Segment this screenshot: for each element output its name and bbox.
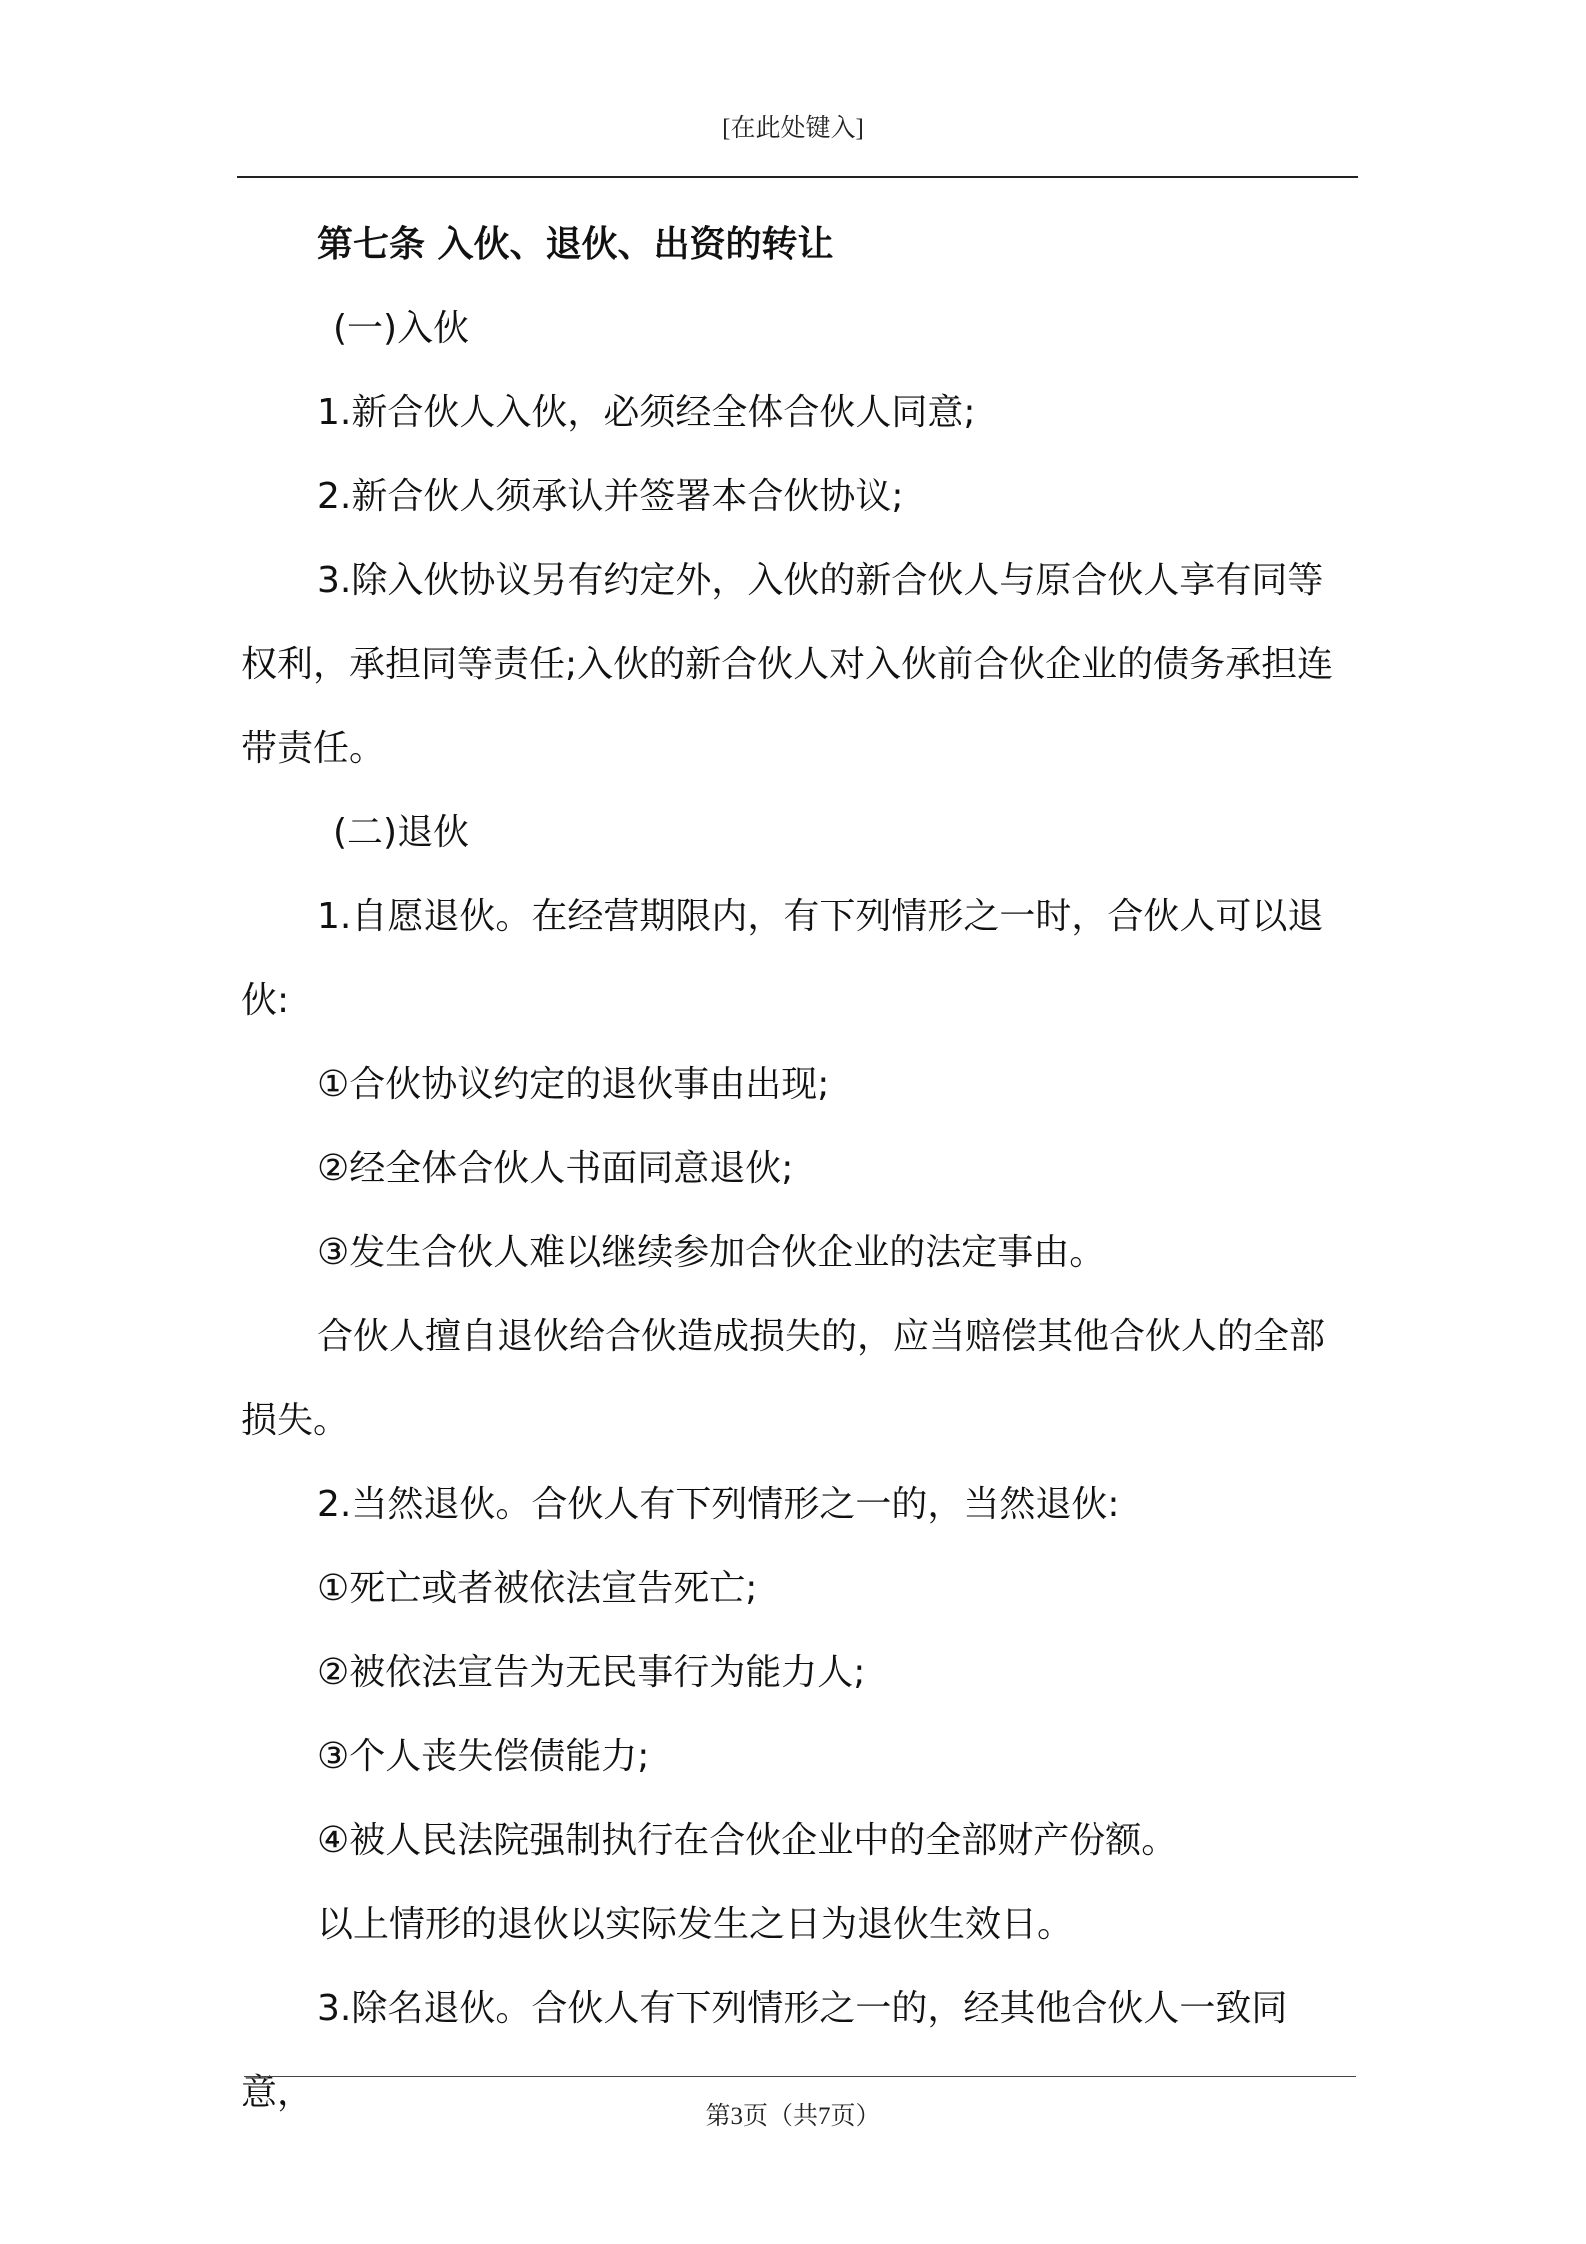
paragraph: 以上情形的退伙以实际发生之日为退伙生效日。	[317, 1904, 1074, 1945]
list-item: ③个人丧失偿债能力;	[317, 1736, 650, 1777]
list-item: ②被依法宣告为无民事行为能力人;	[317, 1652, 866, 1693]
section-heading-join: (一)入伙	[333, 308, 470, 349]
paragraph: 2.当然退伙。合伙人有下列情形之一的，当然退伙:	[317, 1484, 1120, 1525]
paragraph: 合伙人擅自退伙给合伙造成损失的，应当赔偿其他合伙人的全部损失。	[241, 1316, 1326, 1441]
document-body	[241, 203, 1356, 2135]
list-item: ①合伙协议约定的退伙事由出现;	[317, 1064, 830, 1105]
list-item: ④被人民法院强制执行在合伙企业中的全部财产份额。	[317, 1820, 1178, 1861]
footer-divider	[244, 2076, 1356, 2077]
header-divider	[237, 176, 1358, 178]
page-header: [在此处键入]	[722, 115, 864, 142]
list-item: ③发生合伙人难以继续参加合伙企业的法定事由。	[317, 1232, 1106, 1273]
section-heading-withdraw: (二)退伙	[333, 812, 470, 853]
page-footer: 第3页（共7页）	[705, 2103, 881, 2130]
list-item: ①死亡或者被依法宣告死亡;	[317, 1568, 758, 1609]
paragraph: 3.除名退伙。合伙人有下列情形之一的，经其他合伙人一致同意，	[241, 1988, 1288, 2113]
paragraph: 1.新合伙人入伙，必须经全体合伙人同意;	[317, 392, 976, 433]
article-heading: 第七条 入伙、退伙、出资的转让	[317, 224, 834, 265]
list-item: ②经全体合伙人书面同意退伙;	[317, 1148, 794, 1189]
paragraph: 1.自愿退伙。在经营期限内，有下列情形之一时，合伙人可以退伙:	[241, 896, 1324, 1021]
paragraph: 3.除入伙协议另有约定外，入伙的新合伙人与原合伙人享有同等权利，承担同等责任;入伙的新合伙人对入伙前合伙企业的债务承担连带责任。	[241, 560, 1334, 769]
paragraph: 2.新合伙人须承认并签署本合伙协议;	[317, 476, 904, 517]
